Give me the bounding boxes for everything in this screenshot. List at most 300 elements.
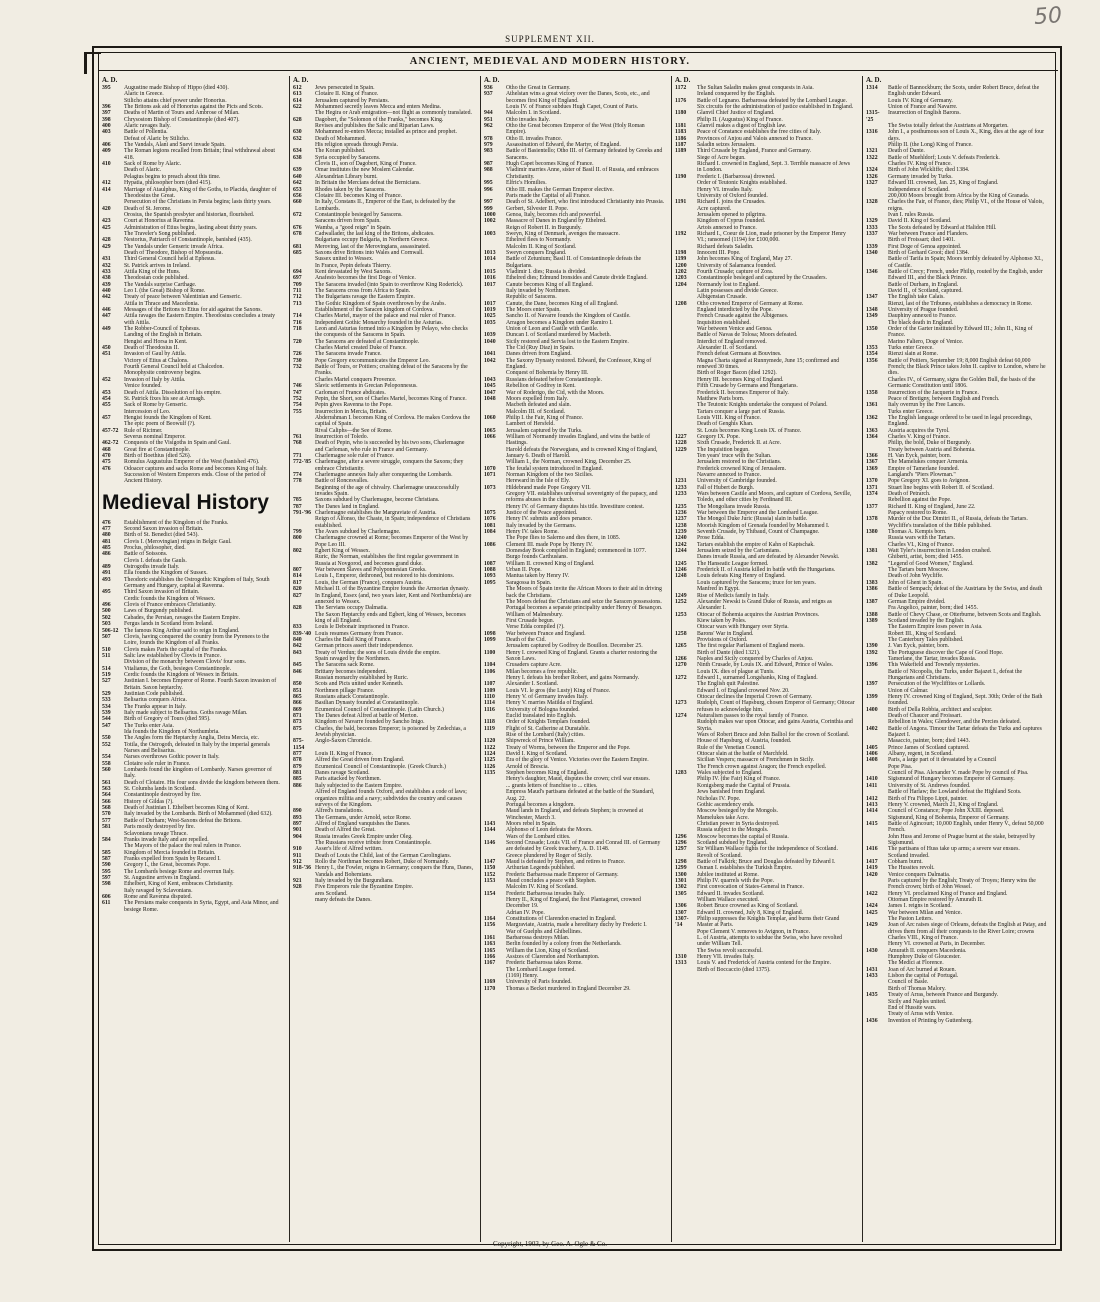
entry-text: The English language ordered to be used in legal proceedings, England. (888, 414, 1033, 428)
entry-year: 410 (102, 161, 111, 168)
entry-year: 1328 (866, 199, 878, 206)
entry-year: 1198 (675, 249, 687, 256)
entry-text: Battle of Poitiers, September 19; 8,000 English defeat 60,000 French; the Black Prince takes John II. captive to London, where he dies. (888, 357, 1046, 377)
entry-year: 1248 (675, 573, 687, 580)
entry-text: Berlin founded by a colony from the Netherlands. (506, 941, 622, 948)
entry-text: Charles Martel created Duke of France. (315, 345, 407, 352)
entry-text: Independent Gothic Monarchy founded in the Asturias. (315, 319, 443, 326)
entry-text: The Swiss totally defeat the Austrians at Morgarten. (888, 123, 1009, 130)
entry-text: Barons' War in England. (697, 630, 754, 637)
entry-year: 881 (293, 770, 302, 777)
entry-text: Union of France and Navarre. (888, 104, 958, 111)
entry-text: Portugal becomes a separate principality under Henry of Besançon. (506, 605, 663, 612)
entry-year: 486 (102, 551, 111, 558)
entry-text: Clotaire III. becomes King of France. (315, 192, 403, 199)
entry-text: Malcolm IV. King of Scotland. (506, 884, 578, 891)
entry-text: Reign of Robert II. in Burgundy. (506, 224, 582, 231)
entry-text: Richard I. joins the Crusades. (697, 199, 766, 206)
entry-text: Russian monarchy established by Ruric. (315, 674, 409, 681)
entry-text: The Pope flies to Salerno and dies there, in 1085. (506, 535, 621, 542)
entry-year: 462-72 (102, 440, 119, 447)
page-number: 50 (1033, 3, 1063, 30)
entry-year: 1272 (675, 674, 687, 681)
entry-year: 1327 (866, 180, 878, 187)
entry-text: Robert Bruce crowned as King of Scotland. (697, 903, 799, 910)
entry-text: Duncan I. of Scotland murdered by Macbeth. (506, 332, 611, 339)
entry-text: Death of Clotaire. His four sons divide the kingdom between them. (124, 779, 280, 786)
entry-year: 912 (293, 858, 302, 865)
entry-year: 1274 (675, 713, 687, 720)
entry-text: University of Cambridge founded. (697, 478, 777, 485)
entry-text: German Empire divided. (888, 598, 946, 605)
entry-text: Richard I. crowned in England, Sept. 3. Terrible massacre of Jews in London. (697, 161, 851, 174)
entry-text: Maud concludes a peace with Stephen. (506, 877, 597, 884)
entry-text: Jerusalem seized by the Carismians. (697, 548, 781, 555)
entry-text: Papacy restored to Rome. (888, 510, 948, 517)
entry-year: 843 (293, 649, 302, 656)
entry-text: Dauphiny annexed to France. (888, 313, 957, 320)
entry-year: 1015 (484, 268, 496, 275)
timeline-entry (293, 535, 474, 548)
entry-year: 1153 (484, 877, 496, 884)
entry-text: Carloman of France abdicates. (315, 389, 386, 396)
entry-text: Treaty of Verdun; the sons of Louis divide the empire. (315, 649, 441, 656)
entry-text: Philip, the bold, Duke of Burgundy. (888, 440, 971, 447)
entry-text: Beginning of the age of chivalry. Charlemagne unsuccessfully invades Spain. (315, 484, 460, 497)
entry-year: 566 (102, 798, 111, 805)
timeline-entry (102, 148, 283, 161)
entry-text: (1169) Henry. (506, 973, 539, 980)
entry-year: 1126 (484, 763, 496, 770)
entry-year: 560 (102, 767, 111, 774)
entry-text: Maud lands in England, and defeats Stephen; is crowned at Winchester, March 3. (506, 808, 644, 821)
entry-text: Alfred of England founds Oxford, and establishes a code of laws; organizes militia and a navy; subdivides the country and causes surveys of the Kingdom. (315, 789, 467, 808)
entry-text: ares Scotland. (315, 890, 348, 897)
entry-text: Reign of Alfonso, the Chaste, in Spain; independence of Christians established. (315, 516, 471, 529)
entry-year: 1405 (866, 744, 878, 751)
timeline-entry (675, 700, 856, 713)
entry-text: Birth of Della Robbia, architect and sculptor. (888, 706, 993, 713)
entry-year: 1199 (675, 256, 687, 263)
entry-year: 1374 (866, 491, 878, 497)
entry-year (675, 719, 695, 732)
entry-year: 754 (293, 402, 302, 409)
entry-text: Battle of Pollentia. (124, 129, 168, 136)
entry-year: 595 (102, 868, 111, 875)
entry-year: 897 (293, 820, 302, 827)
entry-text: Thomas a Becket murdered in England December 29. (506, 985, 631, 992)
entry-year: 1273 (675, 700, 687, 707)
entry-text: Italy made subject to Belisarius. Goths ravage Milan. (124, 709, 248, 716)
timeline-entry (293, 897, 474, 903)
entry-year: 640 (293, 173, 302, 180)
entry-year: 1417 (866, 858, 878, 865)
entry-text: The Franks appear in Italy. (124, 703, 187, 710)
entry-year: 1240 (675, 535, 687, 542)
entry-text: Provinces of Anjou and Valois annexed to France. (697, 135, 813, 142)
entry-year: 502 (102, 614, 111, 621)
entry-year: 1118 (484, 719, 495, 726)
entry-text: Jerusalem captured by Persians. (315, 97, 390, 104)
entry-text: Abderrahman I. becomes King of Cordova. He makes Cordova the capital of Spain. (315, 414, 471, 428)
entry-year: 799 (293, 529, 302, 536)
entry-text: The Mayors of the palace the real rulers in France. (124, 843, 242, 850)
entry-text: Pope Pisa. (888, 763, 913, 770)
timeline-entry (293, 485, 474, 498)
entry-text: Constitutions of Clarendon enacted in England. (506, 916, 617, 923)
entry-text: Glanvil Chief Justice of England. (697, 110, 775, 117)
entry-text: In Italy, Constans II., Emperor of the East, is defeated by the Lombards. (315, 199, 456, 212)
entry-year: 1125 (484, 757, 496, 764)
entry-year: 1114 (484, 700, 495, 707)
entry-text: Death of Justinian I. Ethelbert becomes King of Kent. (124, 805, 249, 812)
entry-text: England interdicted by the Pope. (697, 307, 773, 314)
entry-text: Battle of Soissons. (124, 551, 168, 558)
entry-year: 1350 (866, 326, 878, 333)
entry-text: Louis IX. dies of plague at Tunis. (697, 668, 775, 675)
entry-text: William the Lion, King of Scotland. (506, 947, 590, 954)
entry-text: Otho II. invades France. (506, 135, 563, 142)
entry-text: Assassination of Edward, the Martyr, of England. (506, 142, 621, 149)
entry-year: 428 (102, 237, 111, 244)
entry-year: 1329 (866, 218, 878, 225)
entry-year: 814 (293, 573, 302, 580)
entry-text: Innocent III. Pope. (697, 249, 741, 256)
entry-year: 550 (102, 735, 111, 742)
entry-text: Ottocar of Bohemia acquires the Austrian Provinces. (697, 611, 820, 618)
entry-text: Landing of the English in Britain. (124, 332, 203, 339)
entry-year: 1381 (866, 548, 878, 555)
entry-text: Alaric in Greece. (124, 91, 164, 98)
entry-text: Pepin gives Ravenna to the Pope. (315, 402, 393, 409)
timeline-entry (293, 554, 474, 567)
entry-year: 1042 (484, 357, 496, 364)
entry-text: Pelagius begins to preach about this time. (124, 173, 221, 180)
entry-text: Henry VI. proclaimed King of France and England. (888, 890, 1008, 897)
entry-year: 1433 (866, 973, 878, 980)
entry-text: Jews persecuted in Spain. (315, 85, 375, 91)
copyright: Copyright, 1903, by Geo. A. Ogle & Co. (493, 1240, 607, 1248)
entry-year: 828 (293, 605, 302, 612)
entry-year: 911 (293, 852, 302, 859)
entry-text: Joan of Arc burned at Rouen. (888, 966, 956, 973)
entry-text: Meroving, last of the Merovingians, assassinated. (315, 243, 430, 250)
timeline-entry (866, 358, 1047, 377)
entry-year (866, 377, 886, 390)
entry-text: Euclid translated into English. (506, 713, 577, 720)
entry-text: Ella founds the Kingdom of Sussex. (124, 570, 208, 577)
entry-text: Revolt of Scotland. (697, 852, 742, 859)
entry-year: 1076 (484, 516, 496, 523)
entry-year: 1347 (866, 294, 878, 301)
entry-text: The Angles form the Heptarchy Anglia, Deira Mercia, etc. (124, 735, 260, 742)
entry-year: 1340 (866, 249, 878, 256)
entry-text: Margraviate, Austria, made a hereditary duchy by Frederic I. (506, 922, 647, 929)
entry-text: Prose Edda. (697, 535, 725, 542)
entry-text: Kingdom of Cyprus founded. (697, 218, 766, 225)
entry-text: Venice conquers Dalmatia. (888, 871, 951, 878)
entry-text: Marriage of Ataulphus, King of the Goths, to Placida, daughter of Theodosius the Great. (124, 186, 277, 199)
entry-text: many defeats the Danes. (315, 897, 372, 903)
entry-text: Mohammed secretly leaves Mecca and enters Medina. (315, 104, 442, 111)
timeline-entry (866, 415, 1047, 428)
entry-text: University of Bologna founded. (506, 706, 580, 713)
entry-text: End of Hussite wars. (888, 1004, 937, 1011)
entry-year: 1154 (484, 890, 496, 897)
entry-year: 716 (293, 319, 302, 326)
entry-text: Louis IV. of France subdues Hugh Capet, Count of Paris. (506, 104, 639, 111)
entry-text: Cadwallader, the last king of the Britons, abdicates. (315, 230, 435, 237)
entry-year: 1003 (484, 230, 496, 237)
entry-year: 1244 (675, 548, 687, 555)
entry-text: Ten years' truce with the Sultan. (697, 452, 772, 459)
entry-year: 996 (484, 186, 493, 193)
entry-text: Monophysite controversy begins. (124, 370, 202, 377)
entry-text: Death of Dante. (888, 148, 925, 155)
entry-year: 1066 (484, 433, 496, 440)
entry-text: Edward II. crowned, July 8, King of England. (697, 909, 804, 916)
entry-text: Scotland invaded. (888, 852, 930, 859)
entry-text: Kiew taken by Poles. (697, 617, 747, 624)
entry-year (293, 485, 313, 498)
entry-year (293, 415, 313, 428)
entry-text: Justinian Code published. (124, 690, 184, 697)
entry-year: 1310 (675, 954, 687, 961)
entry-text: 200,000 Moors brought from Africa by the King of Granada. (888, 192, 1030, 199)
entry-text: University of Salamanca founded. (697, 262, 777, 269)
entry-year: 638 (293, 154, 302, 161)
entry-year: 1364 (866, 433, 878, 440)
entry-year: 802 (293, 548, 302, 555)
entry-text: Era of the glory of Venice. Victories over the Eastern Empire. (506, 757, 649, 764)
entry-year: 1238 (675, 522, 687, 529)
entry-year: 1227 (675, 433, 687, 440)
entry-text: Sigismund, King of Bohemia, Emperor of Germany. (888, 814, 1010, 821)
entry-text: Gothic ascendency ends. (697, 801, 755, 808)
entry-year: 1192 (675, 230, 687, 237)
entry-year: 1120 (484, 738, 496, 745)
entry-text: War between France and Flanders. (888, 230, 969, 237)
entry-text: Kingdom of Navarre founded by Sancho Inigo. (315, 719, 425, 726)
entry-text: Union of Leon and Castile with Castile. (506, 326, 599, 333)
entry-text: Ottocar slain at the battle of Marchfeld. (697, 751, 789, 758)
entry-text: Domesday Book compiled in England; commenced in 1077. (506, 548, 647, 555)
entry-year: 1048 (484, 395, 496, 402)
timeline-entry (866, 377, 1047, 390)
timeline-columns (100, 76, 1056, 1242)
entry-text: Langland's "Piers Plowman." (888, 471, 956, 478)
entry-text: Severus nominal Emperor. (124, 433, 186, 440)
entry-text: "Legend of Good Women," England. (888, 560, 974, 567)
entry-year: 1013 (484, 249, 496, 256)
entry-year: 613 (293, 91, 302, 98)
entry-year: 726 (293, 351, 302, 358)
entry-text: Battle of Crecy; French, under Philip, routed by the English, under Edward III., and the Black Prince. (888, 268, 1043, 282)
timeline-entry (484, 897, 665, 910)
entry-text: Clement III. made Pope by Henry IV. (506, 541, 593, 548)
timeline-entry (293, 199, 474, 212)
entry-year: 1106 (484, 668, 496, 675)
entry-text: Paris mostly destroyed by fire. (124, 824, 196, 831)
entry-year: 1314 (866, 85, 878, 91)
entry-year: 1156 (484, 922, 496, 929)
entry-year (484, 789, 504, 802)
entry-year: 1040 (484, 338, 496, 345)
entry-year: 447 (102, 313, 111, 320)
entry-text: First Crusade begun. (506, 617, 555, 624)
entry-year: 1183 (675, 129, 687, 136)
entry-year: 423 (102, 218, 111, 225)
entry-year: 1402 (866, 725, 878, 732)
entry-text: Battle of Sempach; defeat of the Austrians by the Swiss, and death of Duke Leopold. (888, 586, 1043, 599)
entry-text: Christian power in Syria destroyed. (697, 820, 780, 827)
entry-text: Paris made the Capital of all France. (506, 192, 591, 199)
entry-text: Russia wars with the Tartars. (888, 535, 955, 542)
entry-text: Sack of Rome by Genseric. (124, 402, 188, 409)
entry-year: 842 (293, 643, 302, 650)
entry-text: Invasion of Gaul by Attila. (124, 351, 186, 358)
entry-text: Fra Angelico, painter, born; died 1455. (888, 605, 978, 612)
entry-year: 791-'96 (293, 510, 312, 517)
entry-year: 414 (102, 186, 111, 193)
entry-text: Henry I. defeats his brother Robert, and gains Normandy. (506, 674, 640, 681)
entry-year: 493 (102, 576, 111, 583)
entry-text: The Avars subdued by Charlemagne. (315, 529, 401, 536)
entry-text: Insurrection in Mercia, Britain. (315, 408, 388, 415)
entry-text: Death of Theodore, Bishop of Mopsuestia. (124, 249, 223, 256)
entry-year: 1390 (866, 643, 878, 650)
entry-year: 1302 (675, 884, 687, 891)
entry-text: Pope Gregory XI. goes to Avignon. (888, 478, 970, 485)
entry-text: Revises and publishes the Salic and Riparian Laws. (315, 123, 435, 130)
entry-year: 672 (293, 211, 302, 218)
entry-text: Rollo the Northman becomes Robert, Duke of Normandy. (315, 858, 450, 865)
entry-text: Sicilian Vespers; massacre of Frenchmen in Sicily. (697, 757, 815, 764)
entry-text: The Medici at Florence. (888, 960, 944, 967)
entry-text: Treaty of peace between Valentinian and Genseric. (124, 294, 242, 301)
entry-text: Order of Teutonic Knights established. (697, 180, 787, 187)
entry-year: 1397 (866, 681, 878, 688)
entry-year: 1165 (484, 947, 496, 954)
entry-text: The partisans of Huss take up arms; a severe war ensues. (888, 846, 1020, 853)
entry-year: 634 (293, 148, 302, 155)
entry-year: 885 (293, 776, 302, 783)
entry-text: Henry II., King of England, the first Plantagenet, crowned December 19. (506, 897, 641, 910)
entry-year: 510 (102, 646, 111, 653)
entry-year: 1419 (866, 865, 878, 872)
entry-year: 1144 (484, 827, 496, 834)
entry-year: 1382 (866, 560, 878, 567)
timeline-entry (866, 129, 1047, 142)
entry-text: Navarre annexed to France. (697, 471, 762, 478)
entry-text: Watt Tyler's insurrection in London crushed. (888, 548, 992, 555)
entry-text: Moors expelled from Italy. (506, 395, 569, 402)
entry-text: Charlemagne crowned at Rome; becomes Emperor of the West by Pope Leo III. (315, 535, 469, 548)
entry-year: 1265 (675, 643, 687, 650)
entry-text: The Swiss revolt successful. (697, 947, 763, 954)
entry-text: L. of Austria, attempts to subdue the Swiss, who have revolted under William Tell. (697, 935, 843, 948)
entry-text: David II. King of Scotland. (888, 218, 952, 225)
entry-year: 1110 (484, 694, 495, 700)
entry-year: 1363 (866, 427, 878, 434)
entry-text: John of Ghent in Spain. (888, 579, 943, 586)
entry-year: 656 (293, 192, 302, 199)
entry-text: The Russians receive tribute from Constantinople. (315, 839, 432, 846)
entry-year: 1060 (484, 414, 496, 421)
entry-text: Greece plundered by Roger of Sicily. (506, 852, 593, 859)
ad-label: A. D. (102, 76, 118, 84)
entry-year: 632 (293, 135, 302, 142)
entry-year: 477 (102, 526, 111, 532)
entry-text: Lisbon the capital of Portugal. (888, 973, 959, 980)
entry-text: Charles VI., King of France. (888, 541, 955, 548)
entry-text: Constantinople destroyed by fire. (124, 792, 202, 799)
entry-text: The Danes defeat Alfred at battle of Merton. (315, 713, 419, 720)
entry-text: Theodoric establishes the Ostrogothic Kingdom of Italy, South Germany and Hungary, capital at Ravenna. (124, 576, 270, 590)
entry-text: Otho crowned Emperor of Germany at Rome. (697, 300, 804, 307)
entry-text: The black death in England. (888, 319, 954, 326)
entry-text: The Hanseatic League formed. (697, 560, 769, 567)
entry-text: Italy invaded by the Burgundians. (315, 877, 394, 884)
entry-year: 1233 (675, 491, 687, 497)
entry-text: Order of Knights Templars founded. (506, 719, 591, 726)
entry-text: Louis VIII. King of France. (697, 414, 761, 421)
entry-text: Ivan I. rules Russia. (888, 211, 935, 218)
entry-year: 865 (293, 694, 302, 700)
timeline-entry (293, 726, 474, 739)
entry-text: Sigismund of Hungary becomes Emperor of Germany. (888, 776, 1015, 783)
entry-year: 1093 (484, 573, 496, 580)
timeline-entry (484, 434, 665, 447)
entry-year: 442 (102, 294, 111, 301)
entry-text: Battle of Angora. Timour the Tartar defeats the Turks and captures Bajazet I. (888, 725, 1042, 739)
entry-text: Anafesto becomes the first Doge of Venice. (315, 275, 416, 282)
supplement-label: SUPPLEMENT XII. (505, 34, 595, 44)
entry-text: James I. reigns in Scotland. (888, 903, 952, 910)
entry-text: Rule of the Venetian Council. (697, 744, 766, 751)
entry-text: Elfric's Homilies. (506, 180, 547, 187)
entry-text: The English take Calais. (888, 294, 945, 301)
entry-year: 552 (102, 741, 111, 748)
entry-text: Constantinople besieged and captured by the Crusaders. (697, 275, 827, 282)
entry-text: Wars of the Lombard cities. (506, 833, 571, 840)
timeline-entry (484, 123, 665, 136)
entry-year: 597 (102, 874, 111, 881)
entry-year: 820 (293, 586, 302, 593)
entry-text: Italy invaded by Northmen. (506, 288, 571, 294)
entry-text: Malcolm II. King of Scotland. (506, 243, 577, 250)
entry-text: Crusaders capture Acre. (506, 662, 562, 669)
entry-text: The first regular Parliament of England meets. (697, 643, 805, 650)
entry-text: Odoacer captures and sacks Rome and becomes King of Italy. (124, 465, 268, 472)
entry-text: Harold defeats the Norwegians, and is crowned King of England, January 6. Death of Harold. (506, 446, 658, 459)
timeline-entry (293, 326, 474, 339)
entry-year: 451 (102, 351, 111, 358)
entry-year: 1231 (675, 478, 687, 485)
entry-text: Arragon becomes a Kingdom under Ramiro I. (506, 319, 613, 326)
entry-text: Tartars establish the empire of Kahn of Kaptschak. (697, 541, 815, 548)
entry-text: Augustine made Bishop of Hippo (died 430). (124, 85, 229, 91)
entry-year: 1346 (866, 268, 878, 275)
entry-text: Mantua taken by Henry IV. (506, 573, 570, 580)
entry-text: Dagobert, the "Solomon of the Franks," becomes King. (315, 116, 444, 123)
entry-text: Vladimir marries Anne, sister of Basil II. of Russia, and embraces Christianity. (506, 167, 659, 180)
entry-text: Moscow becomes the capital of Russia. (697, 833, 789, 840)
entry-year: 1081 (484, 522, 496, 529)
entry-year: 529 (102, 690, 111, 697)
entry-text: Jews banished from England. (697, 789, 766, 796)
timeline-entry (484, 358, 665, 371)
